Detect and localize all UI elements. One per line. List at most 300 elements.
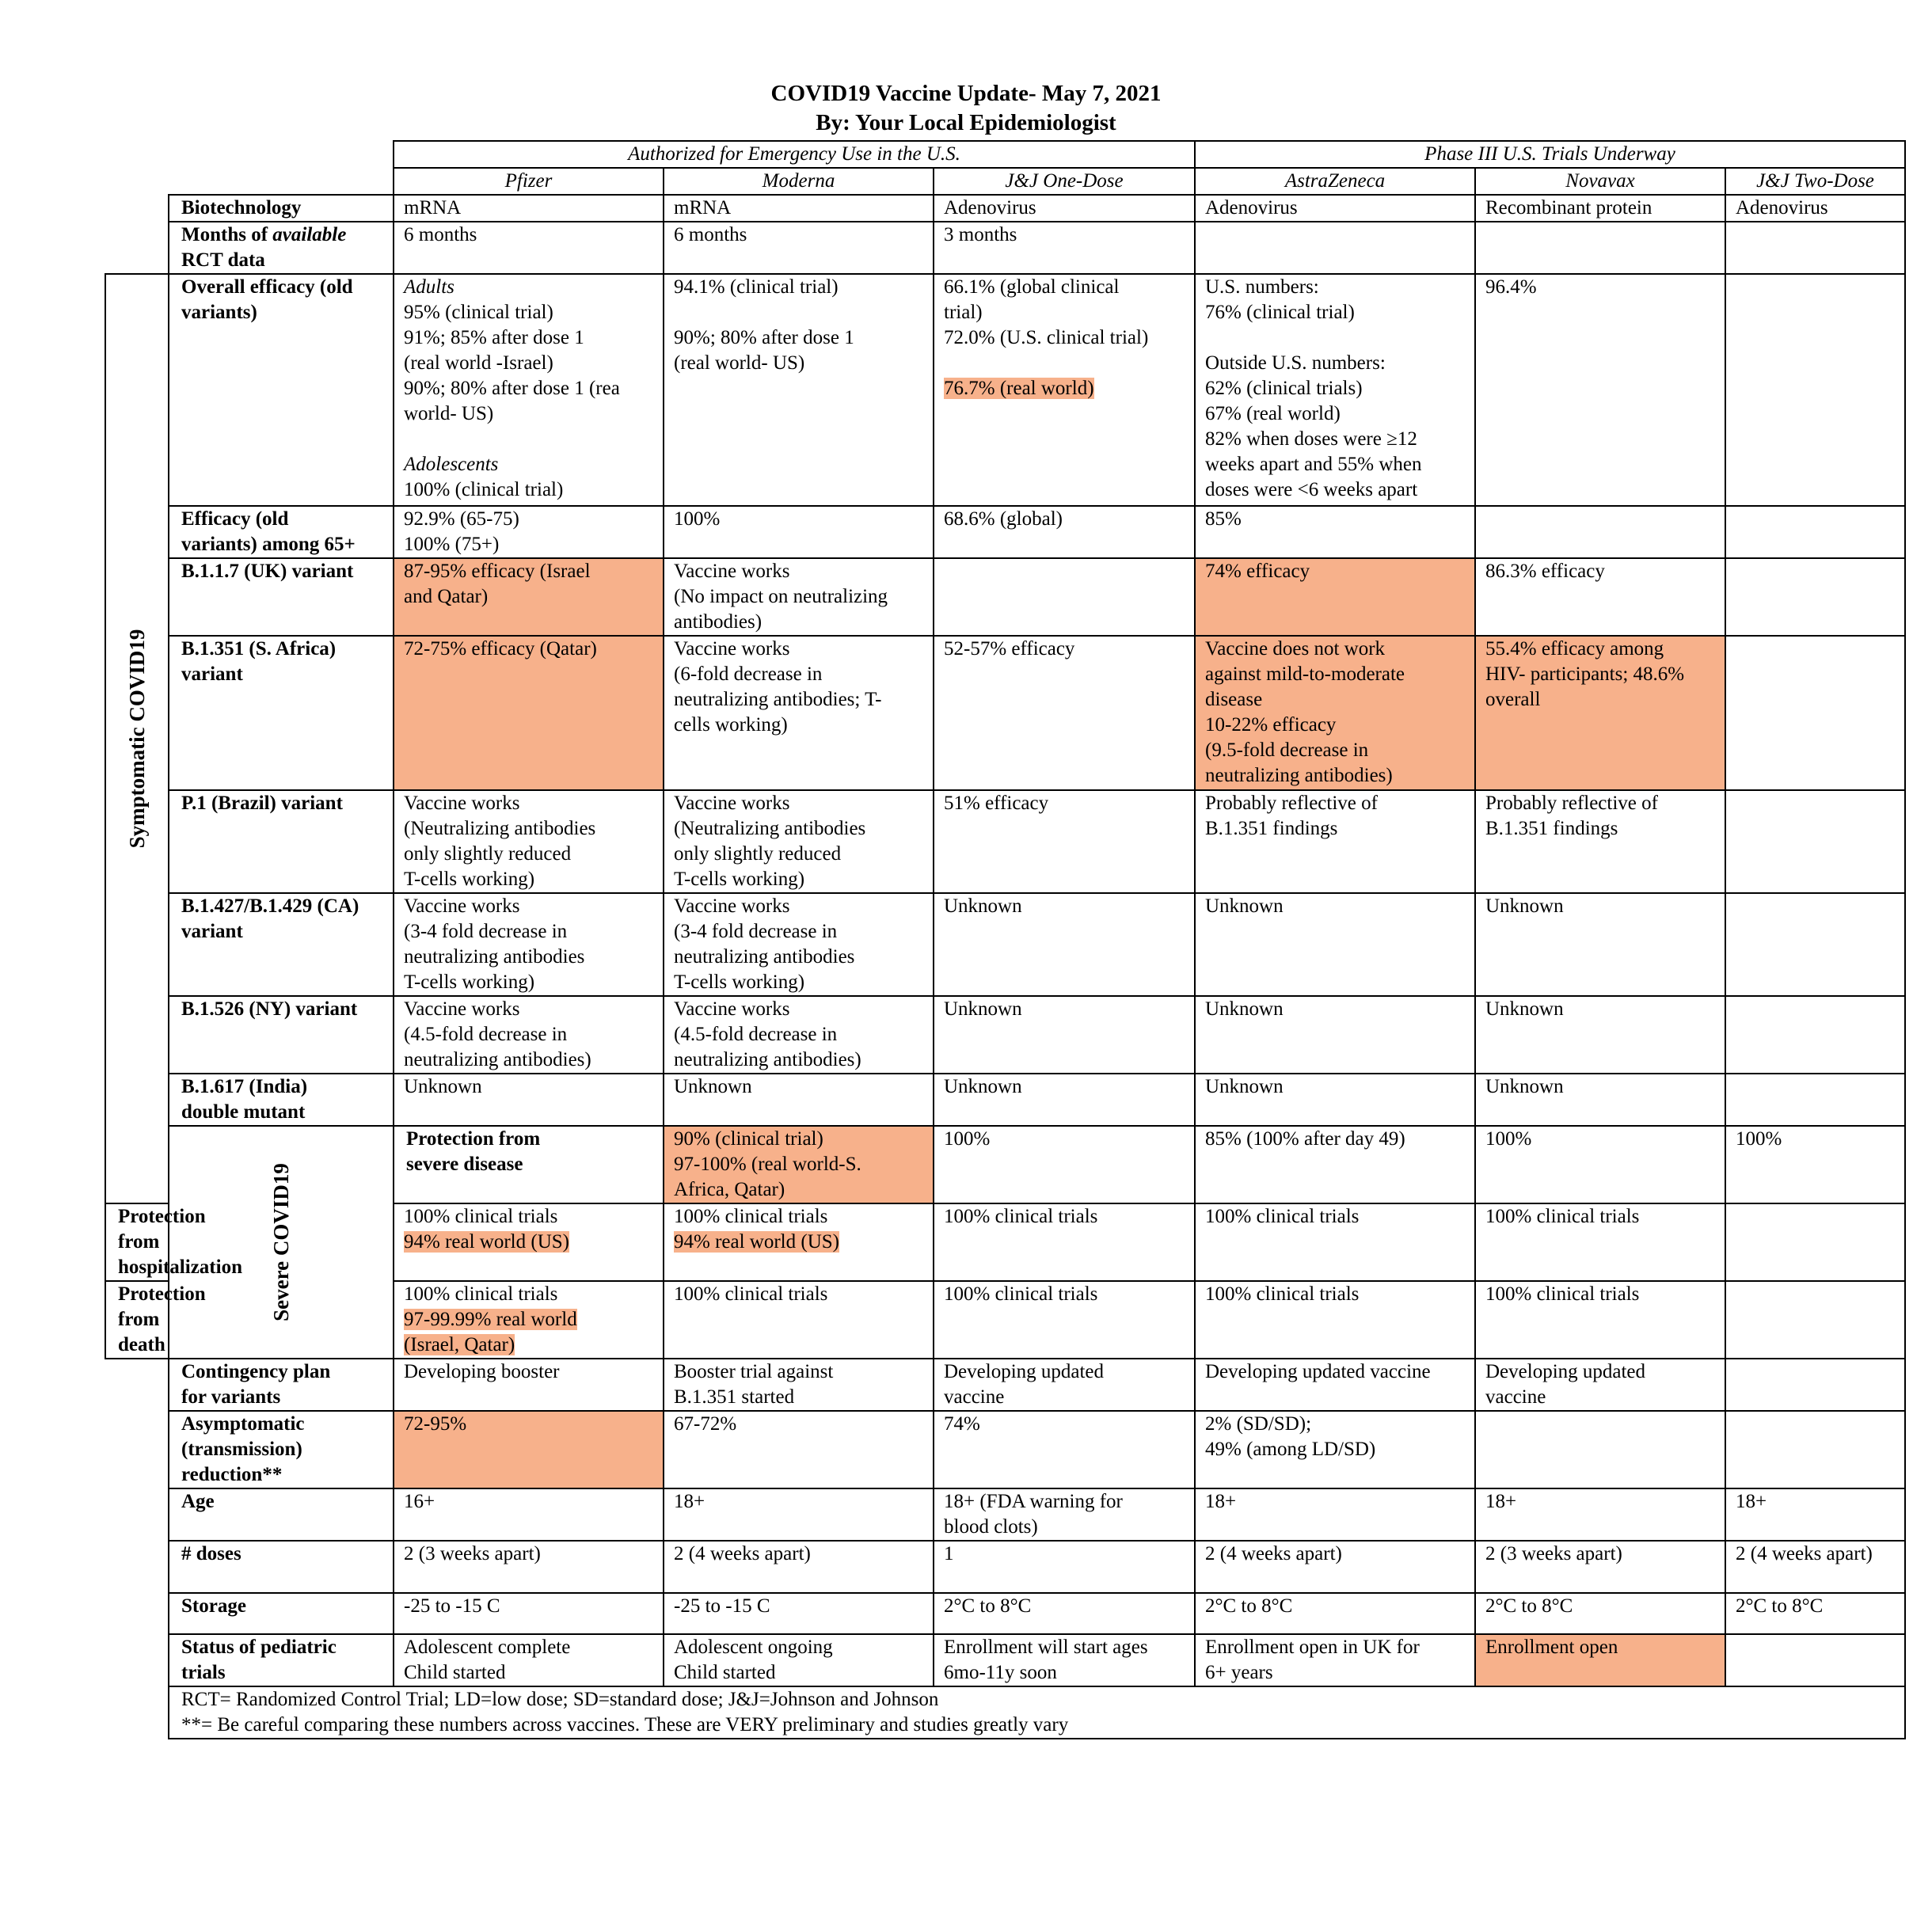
cell-line: 52-57% efficacy xyxy=(944,638,1075,660)
adults-heading: Adults xyxy=(404,276,454,298)
row-label xyxy=(169,996,394,1074)
cell-astrazeneca xyxy=(1195,1074,1475,1126)
cell-line: Unknown xyxy=(1485,1076,1564,1097)
row-efficacy-65plus xyxy=(105,506,1905,558)
cell-jj-one-dose xyxy=(934,1359,1195,1411)
row-india-variant xyxy=(105,1074,1905,1126)
cell-line: Protection from xyxy=(406,1128,541,1150)
cell-line: 6 months xyxy=(404,224,477,245)
cell-line: Vaccine works xyxy=(674,638,790,660)
cell-moderna xyxy=(934,1126,1195,1203)
cell-pfizer xyxy=(394,195,664,222)
cell-pfizer xyxy=(394,274,664,506)
row-months-rct-data xyxy=(105,222,1905,274)
cell-line: Adenovirus xyxy=(1736,197,1828,219)
cell-line: B.1.351 findings xyxy=(1205,818,1338,839)
cell-line: 67% (real world) xyxy=(1205,403,1341,424)
vaccine-header-novavax: Novavax xyxy=(1475,168,1725,195)
cell-pfizer xyxy=(394,1203,664,1281)
cell-line: 2°C to 8°C xyxy=(944,1595,1032,1617)
cell-line: neutralizing antibodies xyxy=(674,946,855,968)
cell-line: Biotechnology xyxy=(181,197,302,219)
cell-line: 6+ years xyxy=(1205,1662,1273,1683)
footnote-row xyxy=(105,1686,1905,1739)
cell-jj-one-dose xyxy=(934,893,1195,996)
cell-line xyxy=(674,300,925,325)
row-label xyxy=(169,195,394,222)
cell-jj-two-dose xyxy=(1725,1541,1905,1593)
cell-jj-two-dose xyxy=(1725,1488,1905,1541)
cell-astrazeneca xyxy=(1195,636,1475,790)
cell-line: -25 to -15 C xyxy=(674,1595,770,1617)
cell-jj-two-dose xyxy=(1725,1359,1905,1411)
cell-jj-two-dose xyxy=(1725,1074,1905,1126)
cell-line: 100% xyxy=(944,1128,991,1150)
page-title xyxy=(0,79,1932,138)
cell-pfizer xyxy=(394,506,664,558)
cell-line: 94.1% (clinical trial) xyxy=(674,276,839,298)
cell-jj-one-dose xyxy=(934,195,1195,222)
cell-jj-two-dose xyxy=(1725,506,1905,558)
cell-novavax xyxy=(1475,1541,1725,1593)
row-doses xyxy=(105,1541,1905,1593)
cell-line: double mutant xyxy=(181,1101,306,1123)
cell-line: Protection from xyxy=(118,1283,206,1330)
footnotes xyxy=(169,1686,1905,1739)
cell-jj-one-dose xyxy=(934,1541,1195,1593)
cell-moderna xyxy=(664,1203,934,1281)
highlight-real-world: 94% real world (US) xyxy=(404,1231,569,1253)
cell-line: severe disease xyxy=(406,1154,523,1175)
cell-line: Developing updated vaccine xyxy=(1205,1361,1431,1382)
cell-line: 2°C to 8°C xyxy=(1736,1595,1824,1617)
cell-astrazeneca xyxy=(1195,790,1475,893)
cell-moderna xyxy=(664,1074,934,1126)
vaccine-header-astrazeneca: AstraZeneca xyxy=(1195,168,1475,195)
cell-line: Vaccine works xyxy=(404,895,520,917)
cell-moderna xyxy=(664,558,934,636)
cell-line: 2 (4 weeks apart) xyxy=(674,1543,811,1564)
cell-line: 49% (among LD/SD) xyxy=(1205,1439,1376,1460)
cell-line: Probably reflective of xyxy=(1205,793,1378,814)
cell-line: neutralizing antibodies xyxy=(404,946,585,968)
cell-line: 90% (clinical trial) xyxy=(674,1128,823,1150)
cell-line: Vaccine works xyxy=(674,895,790,917)
cell-astrazeneca xyxy=(1195,1634,1475,1686)
cell-line: Developing updated xyxy=(1485,1361,1646,1382)
cell-line: 2°C to 8°C xyxy=(1485,1595,1573,1617)
cell-jj-one-dose xyxy=(934,636,1195,790)
cell-novavax xyxy=(1475,893,1725,996)
cell-line: 18+ (FDA warning for xyxy=(944,1491,1123,1512)
cell-line: T-cells working) xyxy=(404,971,535,993)
cell-line: 1 xyxy=(944,1543,954,1564)
cell-line: 2 (3 weeks apart) xyxy=(404,1543,541,1564)
cell-line: B.1.1.7 (UK) variant xyxy=(181,561,354,582)
cell-novavax xyxy=(1475,1281,1725,1359)
cell-line: 2 (3 weeks apart) xyxy=(1485,1543,1622,1564)
cell-line: only slightly reduced xyxy=(404,843,572,865)
cell-line: B.1.526 (NY) variant xyxy=(181,998,358,1020)
row-age xyxy=(105,1488,1905,1541)
cell-jj-one-dose xyxy=(934,996,1195,1074)
label-part: RCT data xyxy=(181,249,265,271)
cell-line: mRNA xyxy=(674,197,732,219)
cell-line: 18+ xyxy=(1205,1491,1237,1512)
cell-line: Child started xyxy=(674,1662,776,1683)
cell-line: variant xyxy=(181,921,243,942)
row-label xyxy=(169,1074,394,1126)
cell-astrazeneca xyxy=(1195,558,1475,636)
highlight-real-world: 76.7% (real world) xyxy=(944,378,1094,399)
cell-astrazeneca xyxy=(1195,1411,1475,1488)
cell-line: 66.1% (global clinical xyxy=(944,276,1120,298)
cell-line: Overall efficacy (old xyxy=(181,276,353,298)
cell-line: Status of pediatric xyxy=(181,1637,337,1658)
cell-line: trial) xyxy=(944,302,983,323)
cell-line: Adolescent ongoing xyxy=(674,1637,833,1658)
adolescents-values xyxy=(404,477,655,503)
cell-line: reduction** xyxy=(181,1464,283,1485)
cell-line: U.S. numbers: xyxy=(1205,276,1319,298)
cell-line xyxy=(1205,325,1466,351)
cell-moderna xyxy=(664,1281,934,1359)
row-label xyxy=(169,558,394,636)
row-label xyxy=(169,636,394,790)
row-overall-efficacy xyxy=(105,274,1905,506)
cell-astrazeneca xyxy=(1195,1593,1475,1634)
cell-line: HIV- participants; 48.6% xyxy=(1485,663,1685,685)
cell-line: hospitalization xyxy=(118,1256,242,1278)
cell-jj-two-dose xyxy=(1725,996,1905,1074)
cell-line: B.1.351 (S. Africa) xyxy=(181,638,337,660)
cell-jj-two-dose xyxy=(1725,1281,1905,1359)
cell-novavax xyxy=(1475,1593,1725,1634)
cell-line: Unknown xyxy=(1485,895,1564,917)
cell-line: 74% xyxy=(944,1413,980,1435)
cell-pfizer xyxy=(394,1488,664,1541)
vaccine-header-jj-two-dose: J&J Two-Dose xyxy=(1725,168,1905,195)
cell-jj-one-dose xyxy=(934,222,1195,274)
title-line-1: COVID19 Vaccine Update- May 7, 2021 xyxy=(770,81,1162,106)
adults-values xyxy=(404,300,655,427)
cell-line: Unknown xyxy=(1485,998,1564,1020)
cell-line: -25 to -15 C xyxy=(404,1595,500,1617)
cell-line: 100% clinical trials xyxy=(1205,1206,1360,1227)
cell-jj-two-dose xyxy=(1725,195,1905,222)
cell-pfizer xyxy=(394,636,664,790)
cell-astrazeneca xyxy=(1195,195,1475,222)
cell-moderna xyxy=(664,893,934,996)
cell-line: and Qatar) xyxy=(404,586,489,607)
cell-line: T-cells working) xyxy=(674,971,805,993)
cell-line: 100% clinical trials xyxy=(674,1206,828,1227)
cell-line: (real world -Israel) xyxy=(404,352,553,374)
cell-pfizer xyxy=(394,893,664,996)
row-label xyxy=(394,1126,664,1203)
cell-line: for variants xyxy=(181,1386,281,1408)
cell-line: against mild-to-moderate xyxy=(1205,663,1405,685)
row-label xyxy=(169,790,394,893)
cell-pfizer xyxy=(394,1634,664,1686)
cell-line: 100% clinical trials xyxy=(944,1283,1098,1305)
cell-novavax xyxy=(1475,636,1725,790)
cell-line: 76% (clinical trial) xyxy=(1205,302,1355,323)
cell-line: (No impact on neutralizing xyxy=(674,586,888,607)
cell-line: weeks apart and 55% when xyxy=(1205,454,1422,475)
cell-moderna xyxy=(664,1488,934,1541)
cell-line: Developing booster xyxy=(404,1361,560,1382)
cell-line: 16+ xyxy=(404,1491,435,1512)
row-label xyxy=(169,1488,394,1541)
row-sa-variant xyxy=(105,636,1905,790)
row-label xyxy=(169,222,394,274)
group-eua: Authorized for Emergency Use in the U.S. xyxy=(394,141,1195,168)
cell-jj-one-dose xyxy=(934,1281,1195,1359)
label-part-italic: available xyxy=(272,224,347,245)
row-label xyxy=(169,274,394,506)
cell-line: 72-75% efficacy (Qatar) xyxy=(404,638,597,660)
cell-moderna xyxy=(664,1541,934,1593)
cell-line: 97-100% (real world-S. xyxy=(674,1154,861,1175)
cell-astrazeneca xyxy=(1195,1488,1475,1541)
cell-line: 90%; 80% after dose 1 (rea xyxy=(404,378,620,399)
cell-line: 18+ xyxy=(1736,1491,1767,1512)
cell-novavax xyxy=(1475,996,1725,1074)
cell-line: Unknown xyxy=(1205,998,1284,1020)
cell-moderna xyxy=(664,636,934,790)
cell-line: 18+ xyxy=(1485,1491,1517,1512)
cell-jj-one-dose xyxy=(934,1411,1195,1488)
cell-line: only slightly reduced xyxy=(674,843,842,865)
cell-pfizer xyxy=(394,790,664,893)
cell-novavax xyxy=(1475,1203,1725,1281)
cell-pfizer xyxy=(394,996,664,1074)
row-label xyxy=(105,1203,242,1281)
cell-novavax xyxy=(1475,195,1725,222)
cell-jj-one-dose xyxy=(934,274,1195,506)
cell-line: 100% clinical trials xyxy=(1205,1283,1360,1305)
cell-line: Child started xyxy=(404,1662,506,1683)
cell-line: 100% clinical trials xyxy=(1485,1283,1640,1305)
cell-line: Unknown xyxy=(944,1076,1022,1097)
cell-jj-one-dose xyxy=(934,506,1195,558)
cell-line: (Neutralizing antibodies xyxy=(404,818,596,839)
vaccine-header-row xyxy=(105,168,1905,195)
cell-line: RCT= Randomized Control Trial; LD=low dose; SD=standard dose; J&J=Johnson and Johnson xyxy=(181,1689,939,1710)
highlight-real-world: (Israel, Qatar) xyxy=(404,1334,515,1355)
cell-line: 68.6% (global) xyxy=(944,508,1063,530)
cell-jj-two-dose xyxy=(1725,274,1905,506)
cell-line: 6mo-11y soon xyxy=(944,1662,1057,1683)
cell-novavax xyxy=(1475,506,1725,558)
cell-jj-two-dose xyxy=(1725,1203,1905,1281)
cell-line: Vaccine works xyxy=(674,998,790,1020)
cell-line: # doses xyxy=(181,1543,242,1564)
cell-line xyxy=(944,351,1186,376)
jj-values xyxy=(944,275,1186,376)
row-pediatric-trials xyxy=(105,1634,1905,1686)
cell-moderna xyxy=(664,1359,934,1411)
cell-line: (Neutralizing antibodies xyxy=(674,818,866,839)
cell-line: 95% (clinical trial) xyxy=(404,302,553,323)
cell-line: B.1.351 started xyxy=(674,1386,795,1408)
cell-line: 87-95% efficacy (Israel xyxy=(404,561,591,582)
cell-line: Enrollment open in UK for xyxy=(1205,1637,1420,1658)
cell-line: 74% efficacy xyxy=(1205,561,1310,582)
cell-line: Enrollment will start ages xyxy=(944,1637,1148,1658)
cell-line: disease xyxy=(1205,689,1263,710)
row-severe-disease xyxy=(105,1126,1905,1203)
cell-moderna xyxy=(664,790,934,893)
cell-line: vaccine xyxy=(944,1386,1005,1408)
row-label xyxy=(169,893,394,996)
cell-line: 100% (75+) xyxy=(404,534,500,555)
cell-jj-two-dose xyxy=(1725,558,1905,636)
cell-pfizer xyxy=(394,1593,664,1634)
cell-line: 100% clinical trials xyxy=(944,1206,1098,1227)
cell-line: Africa, Qatar) xyxy=(674,1179,785,1200)
cell-line: Booster trial against xyxy=(674,1361,834,1382)
cell-line: 3 months xyxy=(944,224,1017,245)
row-label xyxy=(169,1593,394,1634)
cell-jj-one-dose xyxy=(934,790,1195,893)
cell-novavax xyxy=(1475,558,1725,636)
cell-line: 62% (clinical trials) xyxy=(1205,378,1363,399)
row-ca-variant xyxy=(105,893,1905,996)
cell-novavax xyxy=(1725,1126,1905,1203)
cell-astrazeneca xyxy=(1195,1281,1475,1359)
cell-line: neutralizing antibodies; T- xyxy=(674,689,882,710)
cell-line: 51% efficacy xyxy=(944,793,1049,814)
cell-jj-one-dose xyxy=(934,1593,1195,1634)
row-label xyxy=(169,1411,394,1488)
cell-jj-two-dose xyxy=(1725,893,1905,996)
vaccine-header-jj-one-dose: J&J One-Dose xyxy=(934,168,1195,195)
cell-line: Vaccine does not work xyxy=(1205,638,1386,660)
cell-pfizer xyxy=(394,222,664,274)
cell-line: 100% xyxy=(1736,1128,1782,1150)
cell-novavax xyxy=(1475,1634,1725,1686)
cell-line: 100% clinical trials xyxy=(1485,1206,1640,1227)
cell-line: T-cells working) xyxy=(674,869,805,890)
cell-novavax xyxy=(1475,1074,1725,1126)
cell-line: (real world- US) xyxy=(674,352,805,374)
cell-line: Adenovirus xyxy=(1205,197,1298,219)
cell-line: neutralizing antibodies) xyxy=(1205,765,1393,786)
cell-line: (transmission) xyxy=(181,1439,302,1460)
cell-line: (6-fold decrease in xyxy=(674,663,823,685)
cell-novavax xyxy=(1475,274,1725,506)
cell-jj-one-dose xyxy=(934,1634,1195,1686)
cell-jj-two-dose xyxy=(1725,790,1905,893)
cell-line: Age xyxy=(181,1491,215,1512)
cell-pfizer xyxy=(394,1411,664,1488)
cell-line: Unknown xyxy=(1205,895,1284,917)
cell-line: Adolescent complete xyxy=(404,1637,571,1658)
cell-moderna xyxy=(664,1593,934,1634)
cell-line: 85% xyxy=(1205,508,1242,530)
cell-novavax xyxy=(1475,222,1725,274)
cell-line: 2°C to 8°C xyxy=(1205,1595,1293,1617)
cell-novavax xyxy=(1475,1411,1725,1488)
cell-moderna xyxy=(664,274,934,506)
cell-moderna xyxy=(664,222,934,274)
cell-pfizer xyxy=(394,558,664,636)
cell-pfizer xyxy=(394,1359,664,1411)
cell-pfizer xyxy=(394,1541,664,1593)
cell-jj-two-dose xyxy=(1725,1634,1905,1686)
cell-line: T-cells working) xyxy=(404,869,535,890)
side-label-text: Symptomatic COVID19 xyxy=(125,629,149,849)
side-label-text: Severe COVID19 xyxy=(269,1163,293,1321)
highlight-real-world: 94% real world (US) xyxy=(674,1231,839,1253)
cell-line: cells working) xyxy=(674,714,788,736)
row-ny-variant xyxy=(105,996,1905,1074)
cell-line: 100% xyxy=(1485,1128,1532,1150)
cell-line: Protection from xyxy=(118,1206,206,1253)
cell-line: Asymptomatic xyxy=(181,1413,305,1435)
cell-line: 100% (clinical trial) xyxy=(404,479,564,500)
cell-moderna xyxy=(664,1634,934,1686)
row-label xyxy=(169,1359,394,1411)
vaccine-header-pfizer: Pfizer xyxy=(394,168,664,195)
cell-line: neutralizing antibodies) xyxy=(404,1049,591,1070)
cell-moderna xyxy=(664,996,934,1074)
cell-line: Vaccine works xyxy=(404,793,520,814)
row-label xyxy=(169,1541,394,1593)
cell-jj-one-dose xyxy=(934,1203,1195,1281)
row-uk-variant xyxy=(105,558,1905,636)
cell-line: 2 (4 weeks apart) xyxy=(1205,1543,1342,1564)
cell-line: Vaccine works xyxy=(674,793,790,814)
cell-line: Outside U.S. numbers: xyxy=(1205,352,1386,374)
vaccine-comparison-table xyxy=(105,140,1906,1739)
cell-astrazeneca xyxy=(1195,506,1475,558)
cell-jj-one-dose xyxy=(1195,1126,1475,1203)
cell-line: 100% xyxy=(674,508,721,530)
cell-line: Developing updated xyxy=(944,1361,1105,1382)
cell-line: 2 (4 weeks apart) xyxy=(1736,1543,1873,1564)
cell-pfizer xyxy=(394,1074,664,1126)
cell-line: 90%; 80% after dose 1 xyxy=(674,327,854,348)
cell-line: Probably reflective of xyxy=(1485,793,1658,814)
cell-astrazeneca xyxy=(1195,274,1475,506)
cell-astrazeneca xyxy=(1195,222,1475,274)
cell-jj-one-dose xyxy=(934,1488,1195,1541)
cell-line: 72.0% (U.S. clinical trial) xyxy=(944,327,1149,348)
cell-line: antibodies) xyxy=(674,611,763,633)
row-label xyxy=(169,1634,394,1686)
cell-line: 86.3% efficacy xyxy=(1485,561,1605,582)
cell-line: Adenovirus xyxy=(944,197,1036,219)
cell-novavax xyxy=(1475,1359,1725,1411)
cell-line: Storage xyxy=(181,1595,246,1617)
cell-line: Vaccine works xyxy=(404,998,520,1020)
row-label xyxy=(105,1281,206,1359)
cell-line: 92.9% (65-75) xyxy=(404,508,519,530)
cell-jj-one-dose xyxy=(934,1074,1195,1126)
cell-astrazeneca xyxy=(1195,1203,1475,1281)
cell-astrazeneca xyxy=(1195,996,1475,1074)
cell-line: Unknown xyxy=(674,1076,752,1097)
cell-pfizer xyxy=(394,1281,664,1359)
highlight-real-world: 97-99.99% real world xyxy=(404,1309,577,1330)
cell-jj-two-dose xyxy=(1725,222,1905,274)
cell-line: (4.5-fold decrease in xyxy=(404,1024,568,1045)
cell-line: 100% clinical trials xyxy=(674,1283,828,1305)
cell-line: world- US) xyxy=(404,403,494,424)
